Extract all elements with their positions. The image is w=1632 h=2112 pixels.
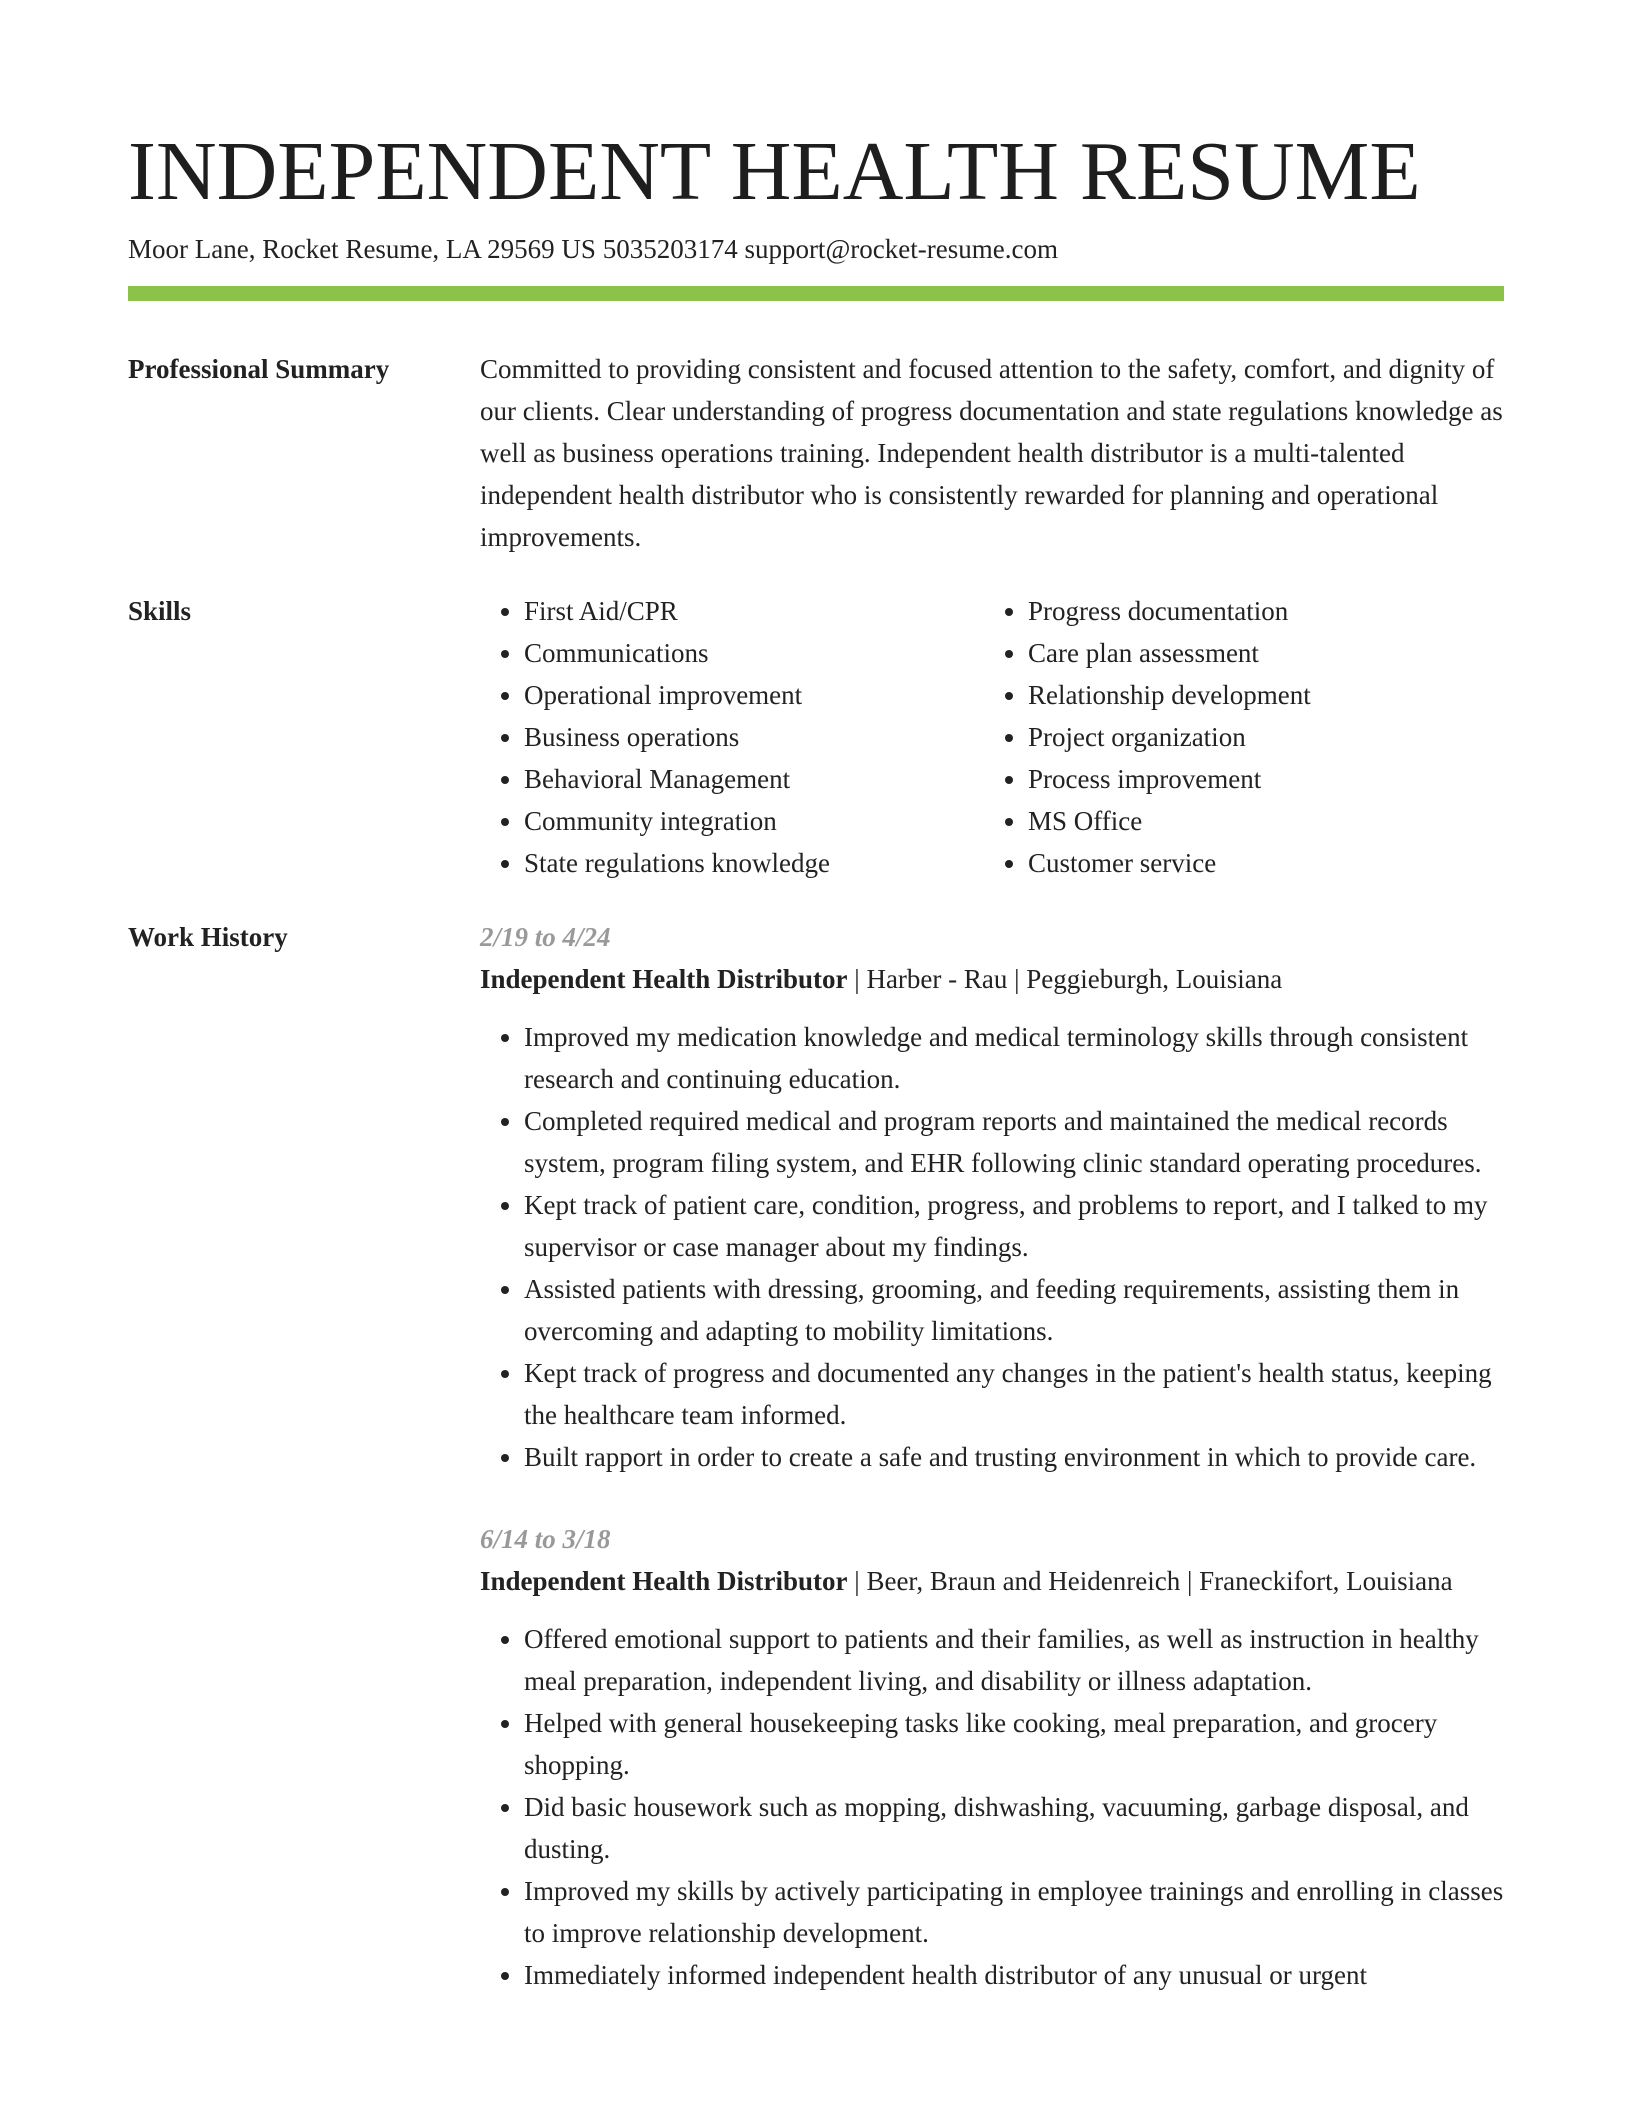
skill-item: • Process improvement: [1028, 758, 1488, 800]
resume-title: INDEPENDENT HEALTH RESUME: [128, 125, 1421, 218]
skill-item: • Communications: [524, 632, 984, 674]
job-bullet: • Completed required medical and program reports and maintained the medical records system, program filing system, and EHR following clinic standard operating procedures.: [524, 1100, 1504, 1184]
job-details: | Harber - Rau | Peggieburgh, Louisiana: [847, 964, 1283, 994]
job-heading: [480, 958, 1504, 1000]
job-bullet: • Kept track of patient care, condition, progress, and problems to report, and I talked to my supervisor or case manager about my findings.: [524, 1184, 1504, 1268]
job-title: Independent Health Distributor: [480, 1566, 848, 1596]
skill-item: • Progress documentation: [1028, 590, 1488, 632]
contact-line: Moor Lane, Rocket Resume, LA 29569 US 5035203174 support@rocket-resume.com: [128, 234, 1058, 264]
work-label: Work History: [128, 922, 288, 952]
job-bullet: • Helped with general housekeeping tasks like cooking, meal preparation, and grocery shopping.: [524, 1702, 1504, 1786]
job-title: Independent Health Distributor: [480, 964, 848, 994]
skills-label: Skills: [128, 596, 192, 626]
skills-list-left: [480, 590, 984, 884]
header-divider: [128, 286, 1504, 301]
job-details: | Beer, Braun and Heidenreich | Franeckifort, Louisiana: [847, 1566, 1453, 1596]
summary-label: Professional Summary: [128, 354, 390, 384]
skills-list-right: [984, 590, 1488, 884]
work-body: [480, 916, 1504, 2036]
job-heading: [480, 1560, 1504, 1602]
skill-item: • Operational improvement: [524, 674, 984, 716]
job-dates: 6/14 to 3/18: [480, 1524, 611, 1554]
skill-item: • Relationship development: [1028, 674, 1488, 716]
skill-item: • Business operations: [524, 716, 984, 758]
job-bullet: • Assisted patients with dressing, grooming, and feeding requirements, assisting them in overcoming and adapting to mobility limitations.: [524, 1268, 1504, 1352]
skills-body: [480, 590, 1504, 884]
job-bullet: • Improved my skills by actively participating in employee trainings and enrolling in classes to improve relationship development.: [524, 1870, 1504, 1954]
job-bullet: • Did basic housework such as mopping, dishwashing, vacuuming, garbage disposal, and dusting.: [524, 1786, 1504, 1870]
skill-item: • Behavioral Management: [524, 758, 984, 800]
skill-item: • MS Office: [1028, 800, 1488, 842]
job-bullet: • Immediately informed independent health distributor of any unusual or urgent: [524, 1954, 1504, 1996]
skill-item: • Community integration: [524, 800, 984, 842]
job-bullet: • Built rapport in order to create a safe and trusting environment in which to provide care.: [524, 1436, 1504, 1478]
job-dates: 2/19 to 4/24: [480, 922, 611, 952]
skill-item: • Customer service: [1028, 842, 1488, 884]
skills-columns: [480, 590, 1504, 884]
job-bullet: • Improved my medication knowledge and medical terminology skills through consistent research and continuing education.: [524, 1016, 1504, 1100]
summary-text: Committed to providing consistent and focused attention to the safety, comfort, and dignity of our clients. Clear understanding of progress documentation and state regulations knowledge as well as business operations training. Independent health distributor is a multi-talented independent health distributor who is consistently rewarded for planning and operational improvements.: [480, 354, 1503, 552]
skill-item: • State regulations knowledge: [524, 842, 984, 884]
skill-item: • Project organization: [1028, 716, 1488, 758]
job-entry: [480, 916, 1504, 1478]
job-bullet: • Offered emotional support to patients and their families, as well as instruction in healthy meal preparation, independent living, and disability or illness adaptation.: [524, 1618, 1504, 1702]
job-bullet-list: [480, 1016, 1504, 1478]
job-bullet: • Kept track of progress and documented any changes in the patient's health status, keeping the healthcare team informed.: [524, 1352, 1504, 1436]
skill-item: • First Aid/CPR: [524, 590, 984, 632]
summary-body: [480, 348, 1504, 558]
skill-item: • Care plan assessment: [1028, 632, 1488, 674]
job-bullet-list: [480, 1618, 1504, 1996]
job-entry: [480, 1518, 1504, 1996]
